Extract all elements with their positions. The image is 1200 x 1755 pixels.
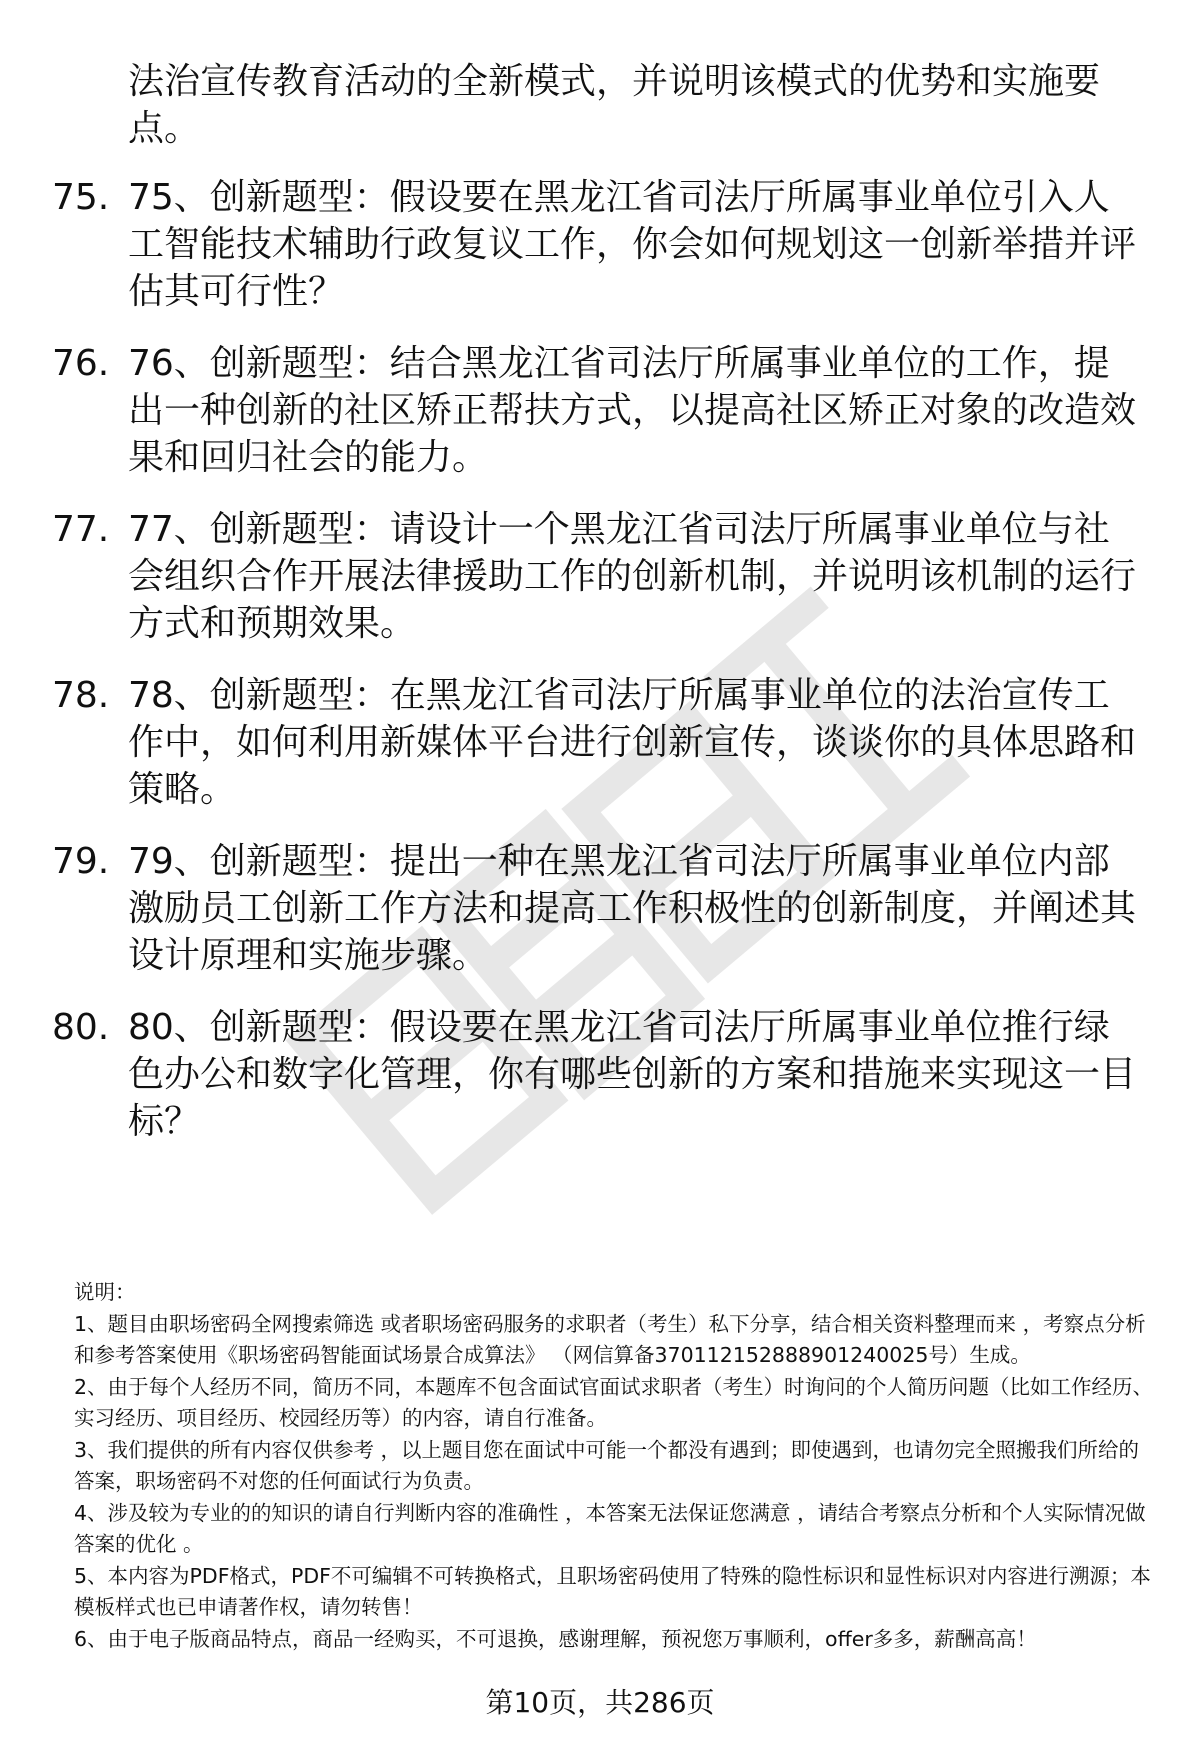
question-text: 78、创新题型：在黑龙江省司法厅所属事业单位的法治宣传工作中，如何利用新媒体平台进行创新宣传，谈谈你的具体思路和策略。 [128,675,1137,810]
note-item: 6、由于电子版商品特点，商品一经购买，不可退换，感谢理解，预祝您万事顺利，offer多多，薪酬高高！ [74,1627,1037,1651]
note-item: 1、题目由职场密码全网搜索筛选 或者职场密码服务的求职者（考生）私下分享，结合相关资料整理而来 ，考察点分析和参考答案使用《职场密码智能面试场景合成算法》 （网信算备370112152888901240025号）生成。 [74,1312,1146,1367]
note-item: 4、涉及较为专业的的知识的请自行判断内容的准确性 ，本答案无法保证您满意 ，请结合考察点分析和个人实际情况做答案的优化 。 [74,1501,1146,1556]
question-text: 76、创新题型：结合黑龙江省司法厅所属事业单位的工作，提出一种创新的社区矫正帮扶方式，以提高社区矫正对象的改造效果和回归社会的能力。 [128,343,1137,478]
question-text: 79、创新题型：提出一种在黑龙江省司法厅所属事业单位内部激励员工创新工作方法和提高工作积极性的创新制度，并阐述其设计原理和实施步骤。 [128,841,1137,976]
note-item: 5、本内容为PDF格式，PDF不可编辑不可转换格式，且职场密码使用了特殊的隐性标识和显性标识对内容进行溯源；本模板样式也已申请著作权，请勿转售！ [74,1564,1151,1619]
question-text: 77、创新题型：请设计一个黑龙江省司法厅所属事业单位与社会组织合作开展法律援助工作的创新机制，并说明该机制的运行方式和预期效果。 [128,509,1137,644]
notes-title: 说明： [74,1280,136,1304]
note-item: 3、我们提供的所有内容仅供参考 ，以上题目您在面试中可能一个都没有遇到；即使遇到，也请勿完全照搬我们所给的答案，职场密码不对您的任何面试行为负责。 [74,1438,1140,1493]
question-number: 79. [52,841,110,882]
question-number: 75. [52,177,110,218]
question-text: 75、创新题型：假设要在黑龙江省司法厅所属事业单位引入人工智能技术辅助行政复议工作，你会如何规划这一创新举措并评估其可行性？ [128,177,1137,312]
question-number: 80. [52,1007,110,1048]
question-number: 78. [52,675,110,716]
question-number: 76. [52,343,110,384]
question-number: 77. [52,509,110,550]
question-text: 80、创新题型：假设要在黑龙江省司法厅所属事业单位推行绿色办公和数字化管理，你有哪些创新的方案和措施来实现这一目标？ [128,1007,1137,1142]
page-footer: 第10页，共286页 [485,1686,715,1719]
notes-section [74,1277,1154,1656]
continued-question-text: 法治宣传教育活动的全新模式，并说明该模式的优势和实施要点。 [128,61,1101,149]
note-item: 2、由于每个人经历不同，简历不同，本题库不包含面试官面试求职者（考生）时询问的个人简历问题（比如工作经历、实习经历、项目经历、校园经历等）的内容，请自行准备。 [74,1375,1154,1430]
